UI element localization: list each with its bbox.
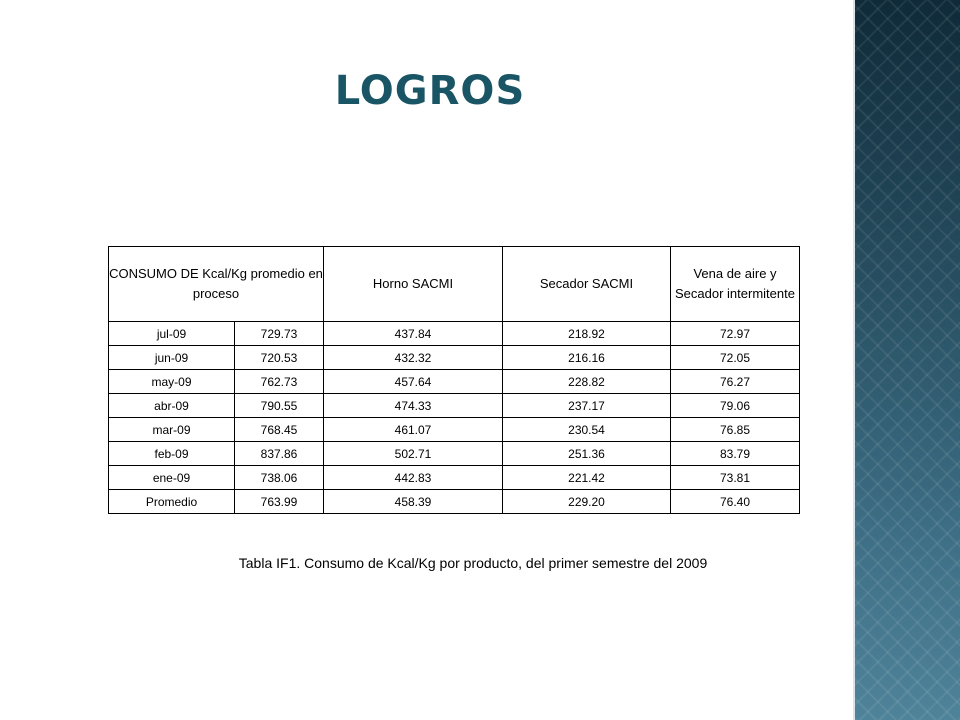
table-row <box>109 466 800 490</box>
row-month: ene-09 <box>109 466 235 490</box>
table-row <box>109 370 800 394</box>
row-secador-value: 229.20 <box>503 490 671 514</box>
row-secador-value: 218.92 <box>503 322 671 346</box>
row-vena-value: 73.81 <box>671 466 800 490</box>
row-vena-value: 72.05 <box>671 346 800 370</box>
row-horno-value: 437.84 <box>324 322 503 346</box>
side-band-edge <box>853 0 855 720</box>
row-vena-value: 72.97 <box>671 322 800 346</box>
table-row <box>109 418 800 442</box>
row-consumo-value: 720.53 <box>235 346 324 370</box>
header-vena: Vena de aire y Secador intermitente <box>671 247 800 322</box>
consumption-table <box>108 246 800 514</box>
row-month: jul-09 <box>109 322 235 346</box>
row-month: may-09 <box>109 370 235 394</box>
row-secador-value: 230.54 <box>503 418 671 442</box>
row-horno-value: 458.39 <box>324 490 503 514</box>
table-row <box>109 442 800 466</box>
row-horno-value: 461.07 <box>324 418 503 442</box>
row-consumo-value: 837.86 <box>235 442 324 466</box>
row-secador-value: 251.36 <box>503 442 671 466</box>
row-secador-value: 228.82 <box>503 370 671 394</box>
row-consumo-value: 762.73 <box>235 370 324 394</box>
consumption-table-container <box>108 246 800 514</box>
table-row-average <box>109 490 800 514</box>
row-horno-value: 474.33 <box>324 394 503 418</box>
row-vena-value: 79.06 <box>671 394 800 418</box>
row-month: abr-09 <box>109 394 235 418</box>
table-header-row <box>109 247 800 322</box>
row-consumo-value: 790.55 <box>235 394 324 418</box>
row-month: jun-09 <box>109 346 235 370</box>
row-vena-value: 76.27 <box>671 370 800 394</box>
table-caption: Tabla IF1. Consumo de Kcal/Kg por producto, del primer semestre del 2009 <box>238 555 708 571</box>
row-vena-value: 83.79 <box>671 442 800 466</box>
header-consumo: CONSUMO DE Kcal/Kg promedio en proceso <box>109 247 324 322</box>
table-row <box>109 394 800 418</box>
row-horno-value: 432.32 <box>324 346 503 370</box>
row-vena-value: 76.40 <box>671 490 800 514</box>
row-month: Promedio <box>109 490 235 514</box>
row-horno-value: 457.64 <box>324 370 503 394</box>
header-secador: Secador SACMI <box>503 247 671 322</box>
decorative-side-band <box>855 0 960 720</box>
row-consumo-value: 763.99 <box>235 490 324 514</box>
slide-title: LOGROS <box>334 68 526 114</box>
row-consumo-value: 738.06 <box>235 466 324 490</box>
row-secador-value: 216.16 <box>503 346 671 370</box>
row-month: mar-09 <box>109 418 235 442</box>
row-month: feb-09 <box>109 442 235 466</box>
table-row <box>109 322 800 346</box>
row-consumo-value: 768.45 <box>235 418 324 442</box>
row-horno-value: 442.83 <box>324 466 503 490</box>
row-secador-value: 221.42 <box>503 466 671 490</box>
row-vena-value: 76.85 <box>671 418 800 442</box>
table-row <box>109 346 800 370</box>
header-horno: Horno SACMI <box>324 247 503 322</box>
row-consumo-value: 729.73 <box>235 322 324 346</box>
row-secador-value: 237.17 <box>503 394 671 418</box>
row-horno-value: 502.71 <box>324 442 503 466</box>
